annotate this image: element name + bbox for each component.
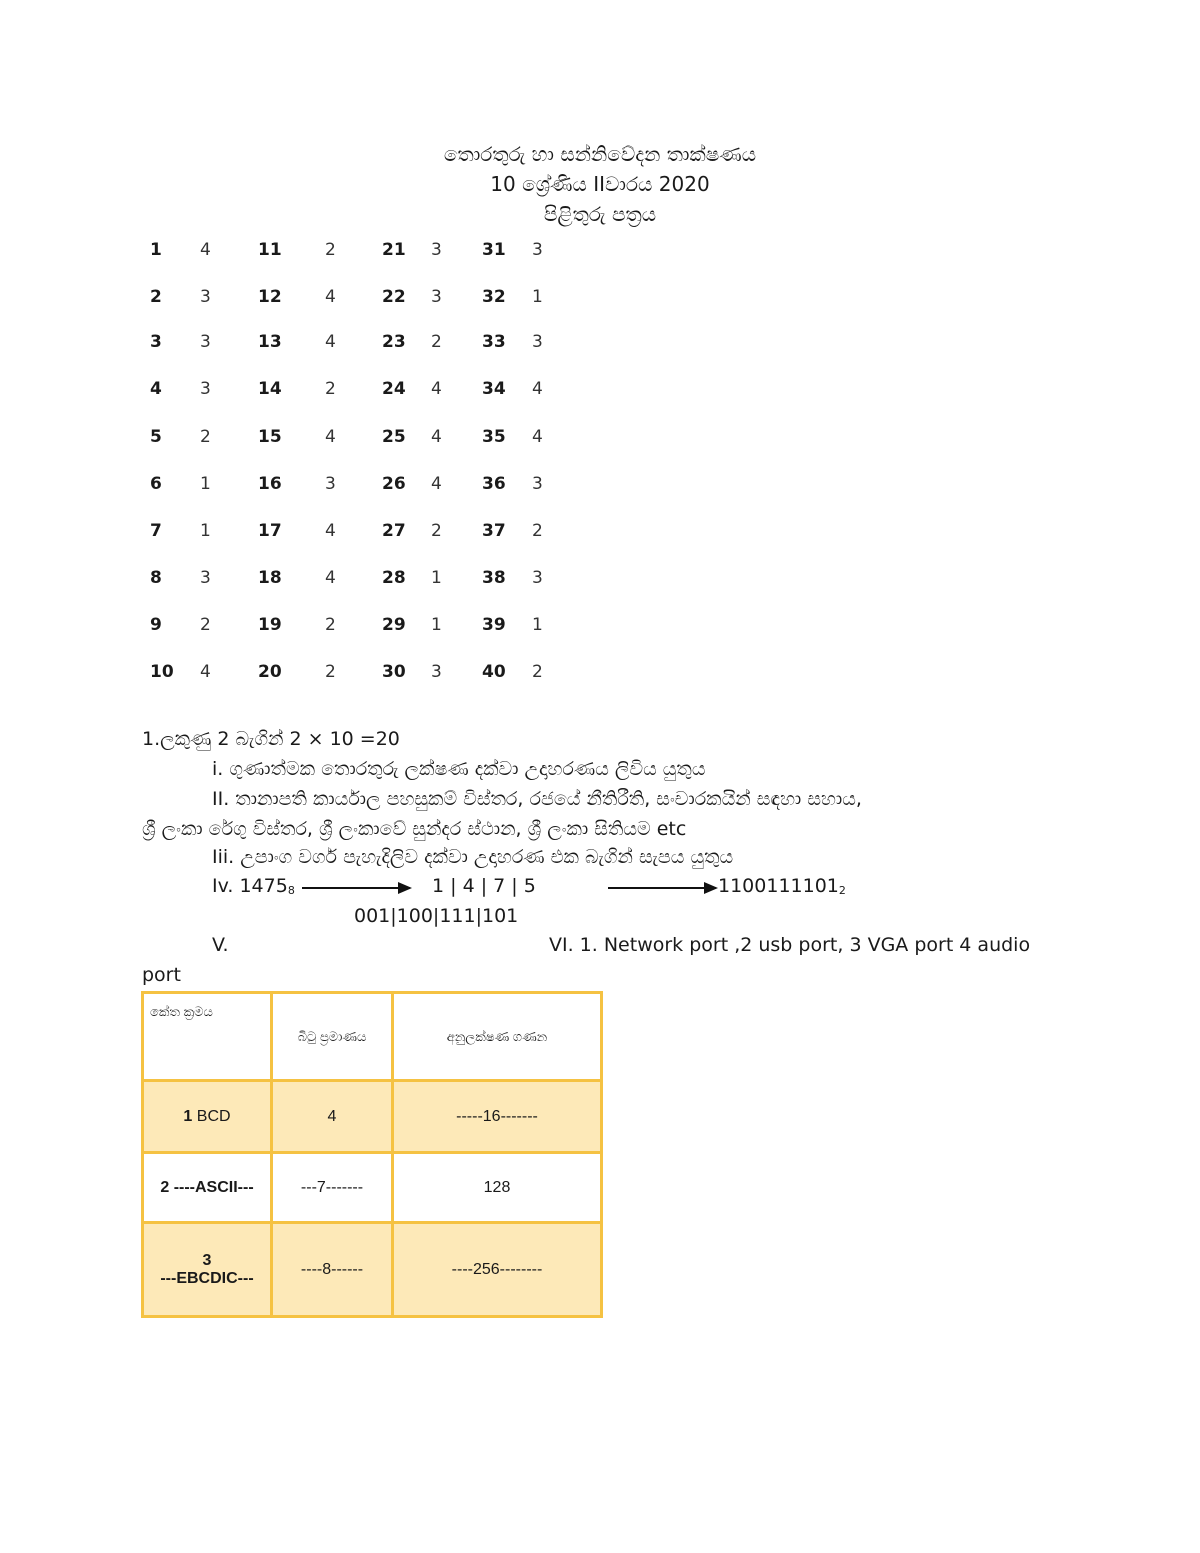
answer-value: 1 — [532, 615, 543, 635]
table-cell: ----256-------- — [393, 1223, 602, 1317]
answer-value: 3 — [532, 332, 543, 352]
binary-groups: 001|100|111|101 — [354, 905, 519, 927]
answer-value: 2 — [431, 332, 442, 352]
question-number: 36 — [482, 474, 506, 494]
question-number: 26 — [382, 474, 406, 494]
answer-value: 2 — [532, 521, 543, 541]
answer-value: 4 — [325, 568, 336, 588]
question-number: 31 — [482, 240, 506, 260]
table-cell: ----8------ — [272, 1223, 393, 1317]
table-cell: 4 — [272, 1081, 393, 1153]
question-number: 3 — [150, 332, 162, 352]
answer-row — [140, 240, 560, 270]
answer-value: 4 — [325, 332, 336, 352]
arrow-icon — [608, 887, 716, 889]
answer-item-iii: Iii. උපාංග වර්ග පැහැදිලිව දක්වා උදාහරණ එක බැගින් සැපය යුතුය — [212, 846, 734, 868]
table-cell: 1 BCD — [143, 1081, 272, 1153]
answer-row — [140, 287, 560, 317]
table-cell: 2 ----ASCII--- — [143, 1153, 272, 1223]
question-number: 7 — [150, 521, 162, 541]
answer-value: 1 — [200, 474, 211, 494]
answer-item-ii: II. තානාපති කාර්යාල පහසුකම් විස්තර, රජයේ නීතිරීති, සංචාරකයින් සඳහා සහාය, — [212, 788, 862, 810]
answer-value: 4 — [431, 379, 442, 399]
question-number: 6 — [150, 474, 162, 494]
answer-value: 3 — [200, 379, 211, 399]
question-number: 30 — [382, 662, 406, 682]
answer-value: 3 — [532, 568, 543, 588]
paper-type: පිළිතුරු පත්‍රය — [543, 202, 657, 226]
answer-value: 1 — [431, 568, 442, 588]
column-header: අනුලක්ෂණ ගණන — [393, 993, 602, 1081]
answer-row — [140, 474, 560, 504]
answer-value: 3 — [532, 240, 543, 260]
question-number: 17 — [258, 521, 282, 541]
answer-item-i: i. ගුණාත්මක තොරතුරු ලක්ෂණ දක්වා උදාහරණය ලිවිය යුතුය — [212, 758, 706, 780]
answer-row — [140, 332, 560, 362]
question-number: 33 — [482, 332, 506, 352]
table-header-row — [143, 993, 602, 1081]
question-number: 21 — [382, 240, 406, 260]
question-number: 35 — [482, 427, 506, 447]
page-title: තොරතුරු හා සන්නිවේදන තාක්ෂණය — [443, 142, 757, 166]
answer-value: 4 — [431, 474, 442, 494]
answer-row — [140, 521, 560, 551]
answer-value: 2 — [325, 240, 336, 260]
answer-value: 4 — [325, 521, 336, 541]
answer-value: 4 — [325, 427, 336, 447]
question-number: 24 — [382, 379, 406, 399]
base-2-subscript: 2 — [838, 884, 846, 897]
arrow-icon — [302, 887, 410, 889]
question-number: 38 — [482, 568, 506, 588]
octal-number: Iv. 1475 — [212, 875, 288, 897]
question-number: 23 — [382, 332, 406, 352]
answer-value: 3 — [431, 662, 442, 682]
question-number: 34 — [482, 379, 506, 399]
question-number: 18 — [258, 568, 282, 588]
answer-value: 4 — [431, 427, 442, 447]
question-number: 12 — [258, 287, 282, 307]
question-number: 25 — [382, 427, 406, 447]
question-number: 15 — [258, 427, 282, 447]
binary-result — [718, 875, 846, 897]
answer-value: 4 — [200, 662, 211, 682]
answer-value: 2 — [325, 379, 336, 399]
question-number: 4 — [150, 379, 162, 399]
question-number: 16 — [258, 474, 282, 494]
question-number: 29 — [382, 615, 406, 635]
table-row — [143, 1153, 602, 1223]
answer-value: 2 — [200, 615, 211, 635]
table-row — [143, 1223, 602, 1317]
octal-digits: 1 | 4 | 7 | 5 — [432, 875, 536, 897]
grade-term: 10 ශ්‍රේණිය IIවාරය 2020 — [490, 172, 710, 196]
answer-value: 2 — [431, 521, 442, 541]
answer-value: 4 — [532, 379, 543, 399]
answer-value: 2 — [532, 662, 543, 682]
column-header: කේත ක්‍රමය — [143, 993, 272, 1081]
question-number: 14 — [258, 379, 282, 399]
section-heading: 1.ලකුණු 2 බැගින් 2 × 10 =20 — [142, 728, 400, 750]
answer-value: 3 — [325, 474, 336, 494]
answer-value: 3 — [431, 240, 442, 260]
question-number: 11 — [258, 240, 282, 260]
answer-value: 2 — [325, 662, 336, 682]
table-cell: -----16------- — [393, 1081, 602, 1153]
question-number: 20 — [258, 662, 282, 682]
question-number: 40 — [482, 662, 506, 682]
column-header: බිටු ප්‍රමාණය — [272, 993, 393, 1081]
answer-item-iv — [212, 875, 295, 897]
question-number: 19 — [258, 615, 282, 635]
table-cell: ---7------- — [272, 1153, 393, 1223]
coding-scheme-table — [141, 991, 603, 1318]
answer-value: 2 — [325, 615, 336, 635]
answer-value: 1 — [431, 615, 442, 635]
answer-row — [140, 662, 560, 692]
question-number: 27 — [382, 521, 406, 541]
question-number: 13 — [258, 332, 282, 352]
answer-value: 3 — [200, 287, 211, 307]
answer-item-v: V. — [212, 934, 229, 956]
answer-value: 1 — [200, 521, 211, 541]
answer-item-ii-continued: ශ්‍රී ලංකා රේගු විස්තර, ශ්‍රී ලංකාවේ සුන්දර ස්ථාන, ශ්‍රී ලංකා සිතියම etc — [142, 818, 687, 840]
answer-value: 4 — [325, 287, 336, 307]
answer-value: 3 — [200, 332, 211, 352]
answer-value: 3 — [431, 287, 442, 307]
question-number: 8 — [150, 568, 162, 588]
answer-row — [140, 568, 560, 598]
answer-value: 3 — [200, 568, 211, 588]
question-number: 32 — [482, 287, 506, 307]
question-number: 10 — [150, 662, 174, 682]
answer-item-vi: VI. 1. Network port ,2 usb port, 3 VGA port 4 audio — [549, 934, 1031, 956]
answer-row — [140, 615, 560, 645]
table-row — [143, 1081, 602, 1153]
table-cell: 128 — [393, 1153, 602, 1223]
question-number: 22 — [382, 287, 406, 307]
base-8-subscript: 8 — [287, 884, 295, 897]
question-number: 2 — [150, 287, 162, 307]
question-number: 39 — [482, 615, 506, 635]
question-number: 37 — [482, 521, 506, 541]
question-number: 1 — [150, 240, 162, 260]
answer-value: 3 — [532, 474, 543, 494]
binary-number: 1100111101 — [718, 875, 839, 897]
question-number: 28 — [382, 568, 406, 588]
question-number: 5 — [150, 427, 162, 447]
table-cell: 3 ---EBCDIC--- — [143, 1223, 272, 1317]
answer-row — [140, 427, 560, 457]
answer-row — [140, 379, 560, 409]
answer-value: 1 — [532, 287, 543, 307]
answer-value: 2 — [200, 427, 211, 447]
answer-item-vi-continued: port — [142, 964, 181, 986]
answer-value: 4 — [200, 240, 211, 260]
question-number: 9 — [150, 615, 162, 635]
answer-value: 4 — [532, 427, 543, 447]
